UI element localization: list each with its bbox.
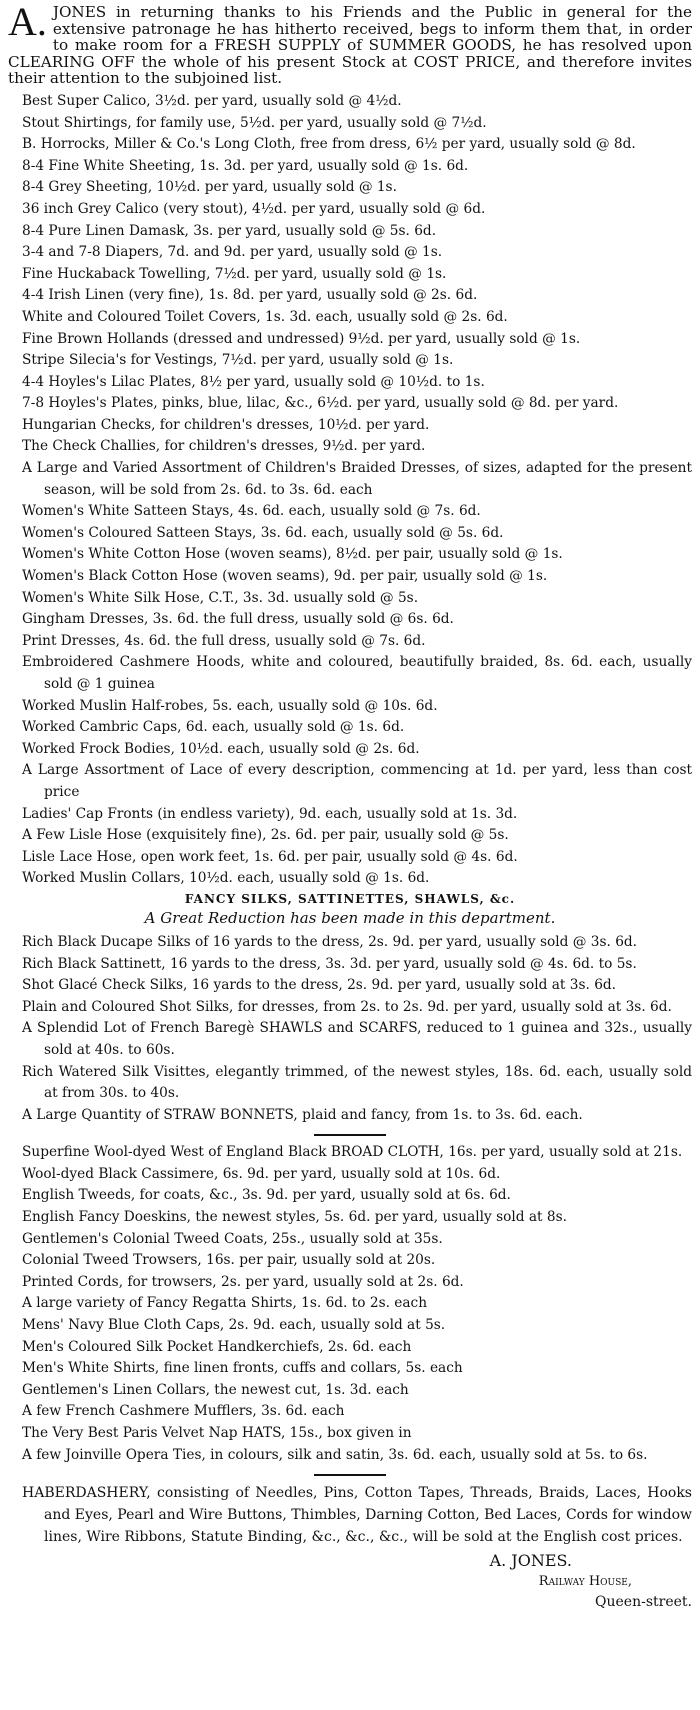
list-item: 4-4 Irish Linen (very fine), 1s. 8d. per yard, usually sold @ 2s. 6d. <box>22 287 478 304</box>
list-item: Print Dresses, 4s. 6d. the full dress, usually sold @ 7s. 6d. <box>22 632 426 649</box>
list-item: Printed Cords, for trowsers, 2s. per yard, usually sold at 2s. 6d. <box>22 1273 464 1290</box>
list-item: 7-8 Hoyles's Plates, pinks, blue, lilac, &c., 6½d. per yard, usually sold @ 8d. per yard. <box>22 395 619 412</box>
list-item: Worked Muslin Collars, 10½d. each, usually sold @ 1s. 6d. <box>22 870 430 887</box>
list-item: Gingham Dresses, 3s. 6d. the full dress, usually sold @ 6s. 6d. <box>22 611 454 628</box>
list-item: A Large and Varied Assortment of Children's Braided Dresses, of sizes, adapted for the present season, will be sold from 2s. 6d. to 3s. 6d. each <box>22 460 692 498</box>
list-item: Rich Black Sattinett, 16 yards to the dress, 3s. 3d. per yard, usually sold @ 4s. 6d. to 5s. <box>22 955 637 972</box>
drop-cap: A. <box>8 0 47 44</box>
haberdashery-paragraph: HABERDASHERY, consisting of Needles, Pins, Cotton Tapes, Threads, Braids, Laces, Hooks and Eyes, Pearl and Wire Buttons, Thimbles, Darning Cotton, Bed Laces, Cords for window lines, Wire Ribbons, Statute Binding, &c., &c., &c., will be sold at the English cost prices. <box>22 1485 692 1546</box>
list-item: English Fancy Doeskins, the newest styles, 5s. 6d. per yard, usually sold at 8s. <box>22 1209 567 1226</box>
list-item: Plain and Coloured Shot Silks, for dresses, from 2s. to 2s. 9d. per yard, usually sold at 3s. 6d. <box>22 998 672 1015</box>
list-item: Best Super Calico, 3½d. per yard, usually sold @ 4½d. <box>22 92 402 109</box>
list-item: White and Coloured Toilet Covers, 1s. 3d. each, usually sold @ 2s. 6d. <box>22 308 508 325</box>
list-item: Women's Coloured Satteen Stays, 3s. 6d. each, usually sold @ 5s. 6d. <box>22 524 504 541</box>
list-item: A Large Assortment of Lace of every description, commencing at 1d. per yard, less than cost price <box>22 762 692 800</box>
list-item: Men's White Shirts, fine linen fronts, cuffs and collars, 5s. each <box>22 1360 463 1377</box>
list-item: Lisle Lace Hose, open work feet, 1s. 6d. per pair, usually sold @ 4s. 6d. <box>22 848 518 865</box>
list-item: Mens' Navy Blue Cloth Caps, 2s. 9d. each, usually sold at 5s. <box>22 1317 446 1334</box>
menswear-price-list <box>8 1142 692 1466</box>
list-item: The Very Best Paris Velvet Nap HATS, 15s., box given in <box>22 1425 412 1441</box>
list-item: B. Horrocks, Miller & Co.'s Long Cloth, free from dress, 6½ per yard, usually sold @ 8d. <box>22 136 636 153</box>
divider-rule <box>314 1134 386 1136</box>
list-item: A Large Quantity of STRAW BONNETS, plaid and fancy, from 1s. to 3s. 6d. each. <box>22 1106 583 1123</box>
list-item: Fine Huckaback Towelling, 7½d. per yard, usually sold @ 1s. <box>22 265 447 282</box>
list-item: Women's White Cotton Hose (woven seams), 8½d. per pair, usually sold @ 1s. <box>22 546 563 563</box>
list-item: 8-4 Fine White Sheeting, 1s. 3d. per yard, usually sold @ 1s. 6d. <box>22 157 469 174</box>
divider-rule-2 <box>314 1474 386 1476</box>
list-item: Stout Shirtings, for family use, 5½d. per yard, usually sold @ 7½d. <box>22 114 487 131</box>
list-item: Stripe Silecia's for Vestings, 7½d. per yard, usually sold @ 1s. <box>22 352 454 369</box>
list-item: English Tweeds, for coats, &c., 3s. 9d. per yard, usually sold at 6s. 6d. <box>22 1187 511 1204</box>
section-heading: FANCY SILKS, SATTINETTES, SHAWLS, &c. <box>184 891 516 906</box>
signature-name: A. JONES. <box>489 1551 572 1571</box>
list-item: Gentlemen's Colonial Tweed Coats, 25s., usually sold at 35s. <box>22 1230 443 1247</box>
list-item: 4-4 Hoyles's Lilac Plates, 8½ per yard, usually sold @ 10½d. to 1s. <box>22 373 485 390</box>
list-item: Rich Black Ducape Silks of 16 yards to the dress, 2s. 9d. per yard, usually sold @ 3s. 6d. <box>22 933 638 950</box>
list-item: Superfine Wool-dyed West of England Black BROAD CLOTH, 16s. per yard, usually sold at 21s. <box>22 1144 683 1161</box>
list-item: Women's White Silk Hose, C.T., 3s. 3d. usually sold @ 5s. <box>22 589 419 606</box>
list-item: Women's Black Cotton Hose (woven seams), 9d. per pair, usually sold @ 1s. <box>22 568 548 585</box>
list-item: Hungarian Checks, for children's dresses, 10½d. per yard. <box>22 416 430 433</box>
list-item: Worked Muslin Half-robes, 5s. each, usually sold @ 10s. 6d. <box>22 697 438 714</box>
list-item: 3-4 and 7-8 Diapers, 7d. and 9d. per yard, usually sold @ 1s. <box>22 244 443 261</box>
price-list <box>8 91 692 890</box>
list-item: Embroidered Cashmere Hoods, white and coloured, beautifully braided, 8s. 6d. each, usually sold @ 1 guinea <box>22 654 692 692</box>
list-item: Rich Watered Silk Visittes, elegantly trimmed, of the newest styles, 18s. 6d. each, usually sold at from 30s. to 40s. <box>22 1063 692 1102</box>
list-item: A Few Lisle Hose (exquisitely fine), 2s. 6d. per pair, usually sold @ 5s. <box>22 827 509 844</box>
list-item: Worked Cambric Caps, 6d. each, usually sold @ 1s. 6d. <box>22 719 405 736</box>
intro-paragraph <box>8 0 692 88</box>
list-item: Worked Frock Bodies, 10½d. each, usually sold @ 2s. 6d. <box>22 740 420 757</box>
list-item: Shot Glacé Check Silks, 16 yards to the dress, 2s. 9d. per yard, usually sold at 3s. 6d. <box>22 977 617 994</box>
silks-price-list <box>8 932 692 1126</box>
list-item: Fine Brown Hollands (dressed and undressed) 9½d. per yard, usually sold @ 1s. <box>22 330 581 347</box>
list-item: A few Joinville Opera Ties, in colours, silk and satin, 3s. 6d. each, usually sold at 5s. to 6s. <box>22 1446 648 1463</box>
signature-house: Railway House, <box>538 1574 632 1590</box>
list-item: A large variety of Fancy Regatta Shirts, 1s. 6d. to 2s. each <box>22 1295 428 1312</box>
list-item: A few French Cashmere Mufflers, 3s. 6d. each <box>22 1403 345 1420</box>
list-item: 8-4 Pure Linen Damask, 3s. per yard, usually sold @ 5s. 6d. <box>22 222 437 239</box>
list-item: 36 inch Grey Calico (very stout), 4½d. per yard, usually sold @ 6d. <box>22 200 486 217</box>
signature-street: Queen-street. <box>595 1594 692 1611</box>
list-item: Colonial Tweed Trowsers, 16s. per pair, usually sold at 20s. <box>22 1252 436 1269</box>
intro-text: JONES in returning thanks to his Friends and the Public in general for the extensive patronage he has hitherto received, begs to inform them that, in order to make room for a FRESH SUPPLY of SUMMER GOODS, he has resolved upon CLEARING OFF the whole of his present Stock at COST PRICE, and therefore invites their attention to the subjoined list. <box>8 3 692 88</box>
list-item: 8-4 Grey Sheeting, 10½d. per yard, usually sold @ 1s. <box>22 179 397 196</box>
section-subheading: A Great Reduction has been made in this department. <box>144 908 556 927</box>
list-item: A Splendid Lot of French Baregè SHAWLS and SCARFS, reduced to 1 guinea and 32s., usually sold at 40s. to 60s. <box>22 1020 692 1058</box>
list-item: Gentlemen's Linen Collars, the newest cut, 1s. 3d. each <box>22 1381 409 1398</box>
list-item: Men's Coloured Silk Pocket Handkerchiefs, 2s. 6d. each <box>22 1338 412 1355</box>
list-item: The Check Challies, for children's dresses, 9½d. per yard. <box>22 438 426 455</box>
list-item: Wool-dyed Black Cassimere, 6s. 9d. per yard, usually sold at 10s. 6d. <box>22 1165 501 1182</box>
list-item: Ladies' Cap Fronts (in endless variety), 9d. each, usually sold at 1s. 3d. <box>22 805 518 822</box>
list-item: Women's White Satteen Stays, 4s. 6d. each, usually sold @ 7s. 6d. <box>22 503 481 520</box>
